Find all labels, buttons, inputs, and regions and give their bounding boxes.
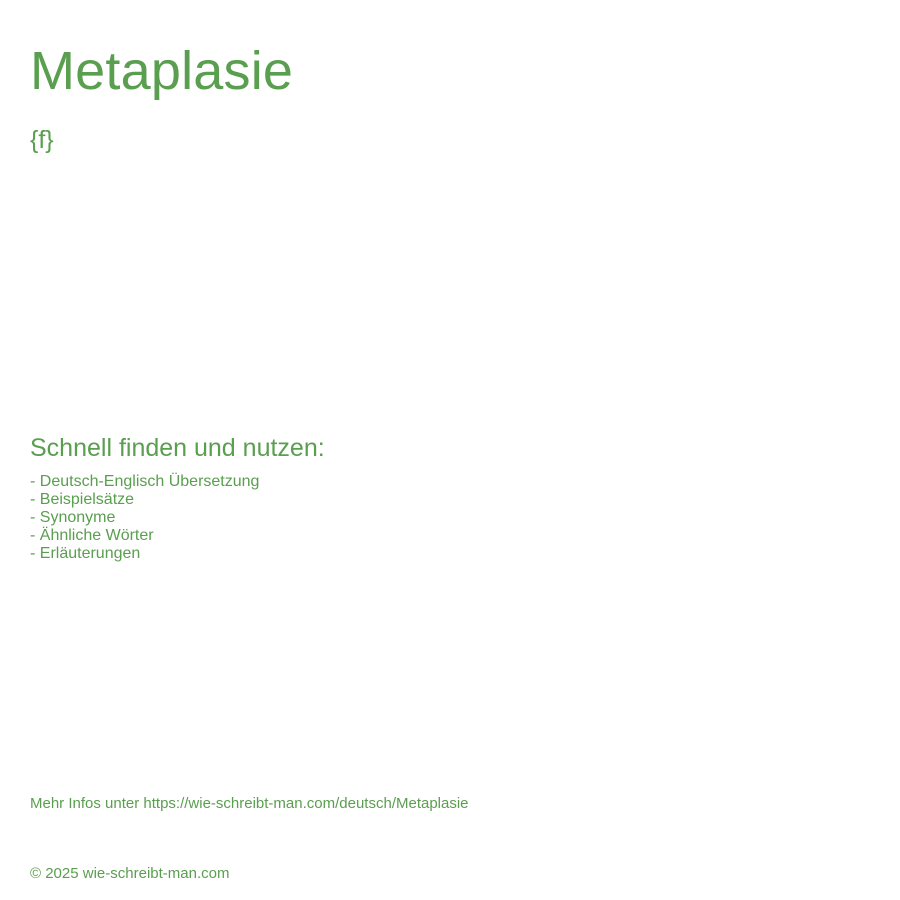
feature-list-heading: Schnell finden und nutzen: bbox=[30, 434, 325, 462]
more-info-text: Mehr Infos unter https://wie-schreibt-man.com/deutsch/Metaplasie bbox=[30, 795, 469, 812]
feature-list bbox=[30, 423, 325, 563]
feature-item-translation: - Deutsch-Englisch Übersetzung bbox=[30, 473, 260, 490]
feature-item-example-sentences: - Beispielsätze bbox=[30, 491, 135, 508]
copyright-text: © 2025 wie-schreibt-man.com bbox=[30, 865, 230, 882]
feature-item-similar-words: - Ähnliche Wörter bbox=[30, 527, 154, 544]
page-title: Metaplasie bbox=[30, 41, 294, 101]
gender-label: {f} bbox=[30, 126, 54, 154]
feature-item-synonyms: - Synonyme bbox=[30, 509, 116, 526]
feature-item-explanations: - Erläuterungen bbox=[30, 545, 141, 562]
